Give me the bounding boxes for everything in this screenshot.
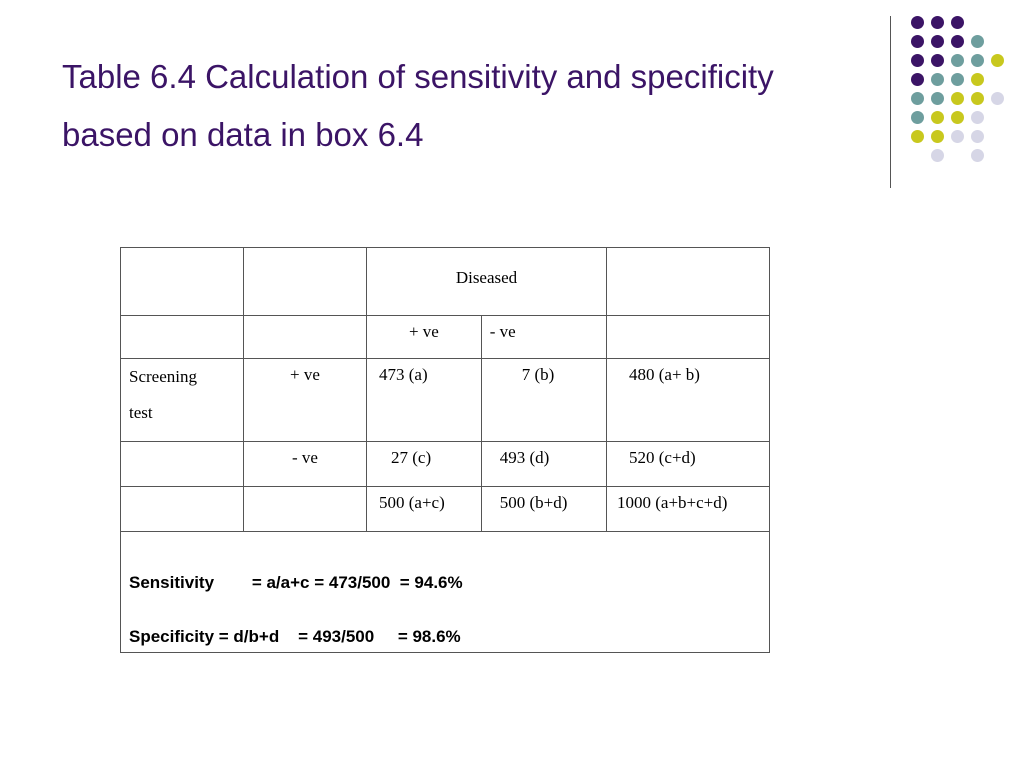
table-row [121, 532, 770, 653]
decor-dot [911, 35, 924, 48]
table-cell [121, 248, 244, 316]
diseased-negative-header: - ve [481, 316, 606, 359]
decor-dot [971, 111, 984, 124]
decor-dot [911, 92, 924, 105]
cell-a-plus-b: 480 (a+ b) [607, 359, 770, 442]
table-row [121, 316, 770, 359]
cell-a-plus-c: 500 (a+c) [367, 487, 482, 532]
table-row [121, 248, 770, 316]
decor-dot [931, 35, 944, 48]
diseased-header: Diseased [367, 248, 607, 316]
decor-dot [971, 92, 984, 105]
decorative-dot-grid [0, 0, 1024, 200]
cell-total: 1000 (a+b+c+d) [607, 487, 770, 532]
table-cell [121, 487, 244, 532]
specificity-formula: Specificity = d/b+d = 493/500 = 98.6% [129, 627, 461, 646]
decor-dot [971, 149, 984, 162]
test-negative-label: - ve [244, 442, 367, 487]
table-row [121, 442, 770, 487]
cell-a: 473 (a) [367, 359, 482, 442]
sensitivity-formula: Sensitivity = a/a+c = 473/500 = 94.6% [129, 573, 463, 592]
table-cell [121, 442, 244, 487]
decor-dot [951, 16, 964, 29]
cell-b: 7 (b) [481, 359, 606, 442]
decor-dot [951, 54, 964, 67]
test-positive-label: + ve [244, 359, 367, 442]
decor-dot [951, 130, 964, 143]
cell-c-plus-d: 520 (c+d) [607, 442, 770, 487]
decor-dot [931, 16, 944, 29]
table-cell [244, 487, 367, 532]
table-row [121, 487, 770, 532]
title-line-2: based on data in box 6.4 [62, 116, 424, 153]
decor-dot [911, 130, 924, 143]
decor-dot [951, 92, 964, 105]
decor-dot [991, 92, 1004, 105]
table-cell [607, 316, 770, 359]
table-row [121, 359, 770, 442]
decor-dot [911, 73, 924, 86]
decor-dot [971, 54, 984, 67]
calculation-cell [121, 532, 770, 653]
vertical-divider [890, 16, 891, 188]
table-cell [244, 316, 367, 359]
decor-dot [971, 73, 984, 86]
table-cell [121, 316, 244, 359]
table-cell [607, 248, 770, 316]
cell-d: 493 (d) [481, 442, 606, 487]
decor-dot [911, 111, 924, 124]
decor-dot [931, 54, 944, 67]
table-cell [244, 248, 367, 316]
decor-dot [931, 149, 944, 162]
decor-dot [951, 111, 964, 124]
sensitivity-specificity-table [120, 247, 770, 653]
decor-dot [951, 35, 964, 48]
decor-dot [971, 35, 984, 48]
diseased-positive-header: + ve [367, 316, 482, 359]
title-line-1: Table 6.4 Calculation of sensitivity and specificity [62, 58, 774, 95]
screening-label-line-2: test [129, 403, 153, 422]
decor-dot [931, 92, 944, 105]
decor-dot [931, 130, 944, 143]
decor-dot [931, 111, 944, 124]
screening-test-label [121, 359, 244, 442]
decor-dot [911, 54, 924, 67]
decor-dot [911, 16, 924, 29]
cell-b-plus-d: 500 (b+d) [481, 487, 606, 532]
cell-c: 27 (c) [367, 442, 482, 487]
decor-dot [931, 73, 944, 86]
decor-dot [991, 54, 1004, 67]
decor-dot [971, 130, 984, 143]
decor-dot [951, 73, 964, 86]
screening-label-line-1: Screening [129, 367, 197, 386]
